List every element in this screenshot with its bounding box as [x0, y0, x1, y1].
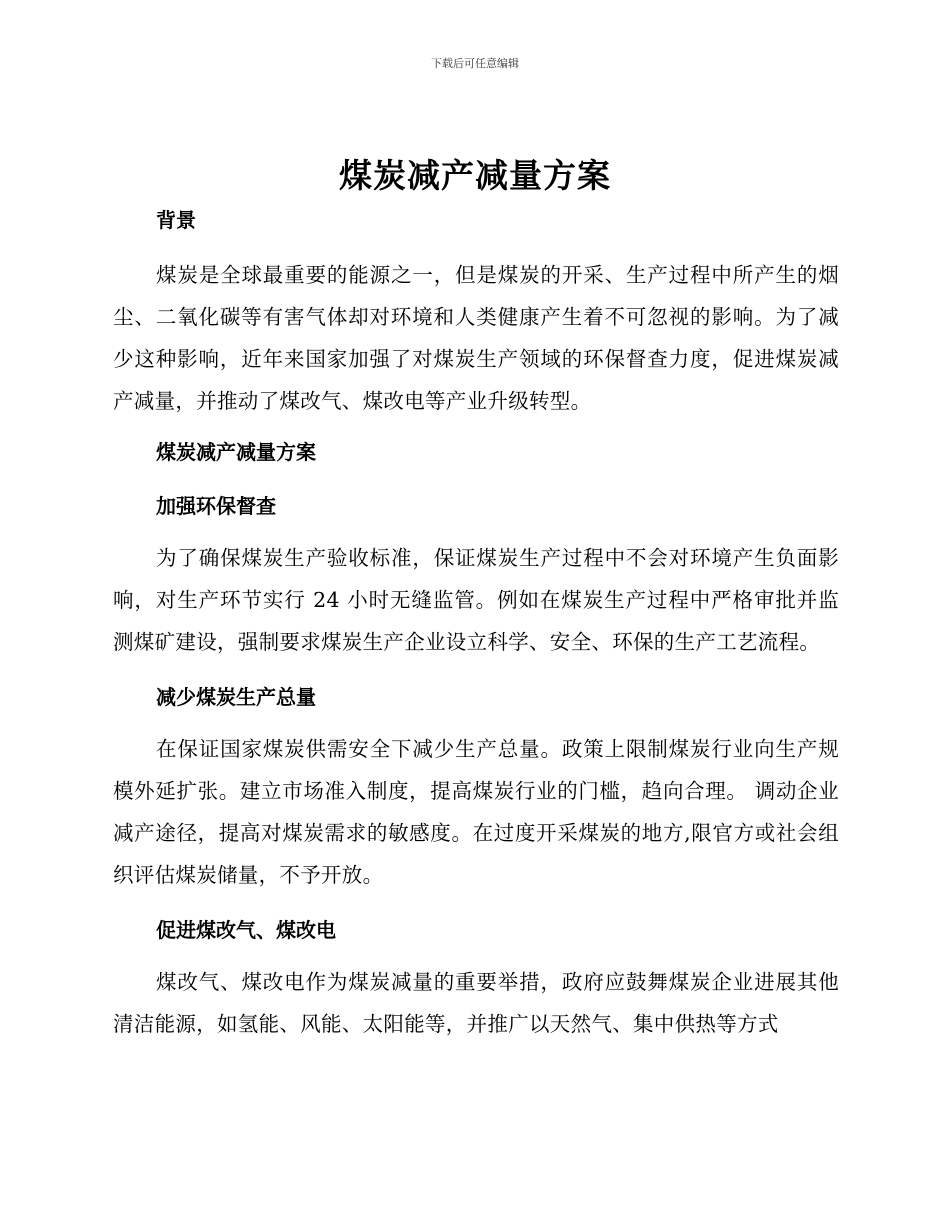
section-paragraph-environmental-inspection: 为了确保煤炭生产验收标准，保证煤炭生产过程中不会对环境产生负面影响，对生产环节实行 24 小时无缝监管。例如在煤炭生产过程中严格审批并监测煤矿建设，强制要求煤炭生产企业设立科学、安全、环保的生产工艺流程。 [113, 546, 839, 654]
section-heading-reduce-production: 减少煤炭生产总量 [156, 685, 316, 709]
section-heading-plan: 煤炭减产减量方案 [156, 440, 316, 464]
section-paragraph-reduce-production: 在保证国家煤炭供需安全下减少生产总量。政策上限制煤炭行业向生产规模外延扩张。建立市场准入制度，提高煤炭行业的门槛，趋向合理。 调动企业减产途径，提高对煤炭需求的敏感度。在过度开采煤炭的地方,限官方或社会组织评估煤炭储量，不予开放。 [113, 737, 839, 887]
section-heading-coal-to-gas-electric: 促进煤改气、煤改电 [156, 918, 336, 942]
document-title: 煤炭减产减量方案 [339, 156, 611, 195]
document-body [113, 204, 839, 1045]
section-paragraph-coal-to-gas-electric: 煤改气、煤改电作为煤炭减量的重要举措，政府应鼓舞煤炭企业进展其他清洁能源，如氢能、风能、太阳能等，并推广以天然气、集中供热等方式 [113, 970, 839, 1036]
header-note: 下载后可任意编辑 [431, 57, 519, 70]
section-paragraph-background: 煤炭是全球最重要的能源之一，但是煤炭的开采、生产过程中所产生的烟尘、二氧化碳等有害气体却对环境和人类健康产生着不可忽视的影响。为了减少这种影响，近年来国家加强了对煤炭生产领域的环保督查力度，促进煤炭减产减量，并推动了煤改气、煤改电等产业升级转型。 [113, 263, 839, 413]
section-heading-background: 背景 [156, 208, 196, 232]
section-heading-environmental-inspection: 加强环保督查 [156, 494, 276, 518]
